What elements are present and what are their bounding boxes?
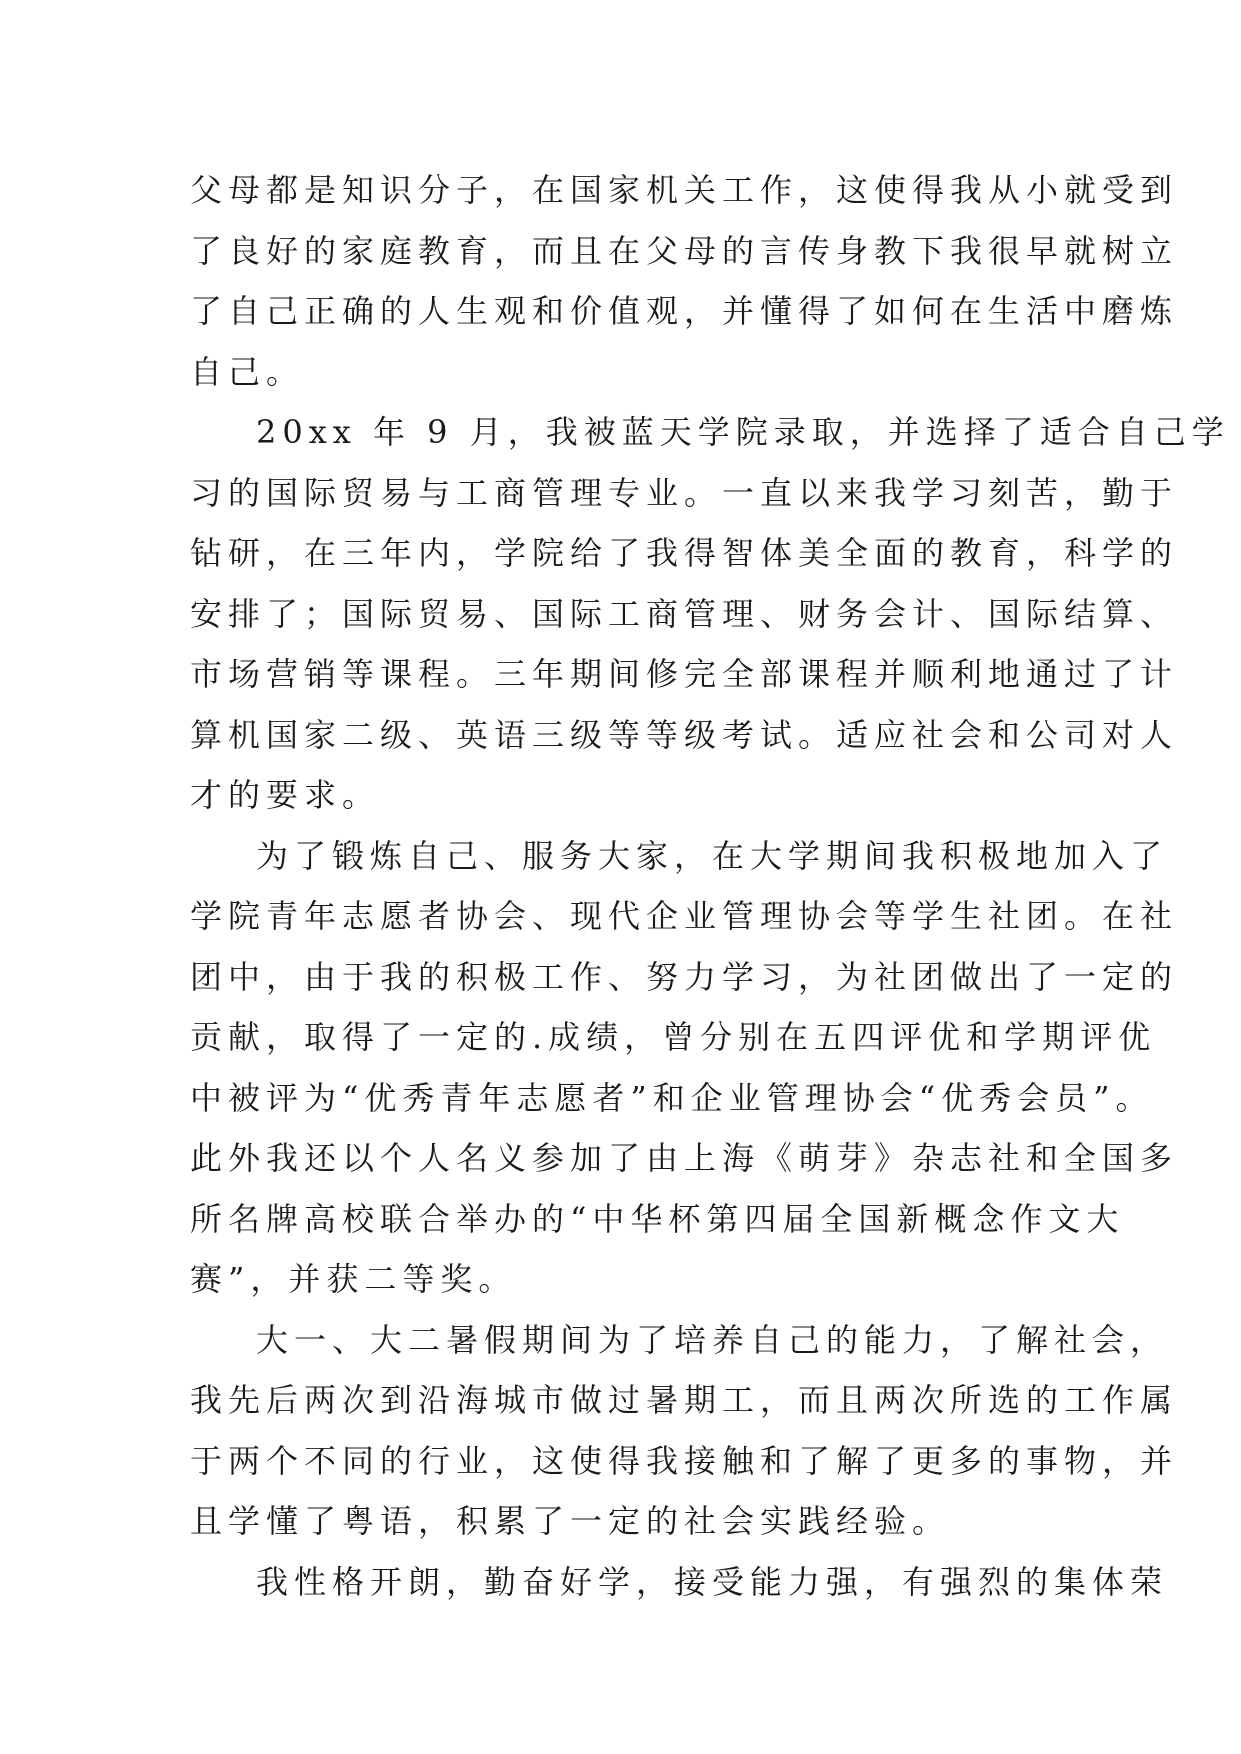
text-line: 自己。 [190,352,305,391]
text-line: 我先后两次到沿海城市做过暑期工，而且两次所选的工作属 [190,1381,1179,1419]
text-line: 才的要求。 [190,776,381,814]
document-body [190,160,1230,1612]
paragraph-start-line: 20xx 年 9 月，我被蓝天学院录取，并选择了适合自己学 [256,413,1230,451]
text-line: 所名牌高校联合举办的“中华杯第四届全国新概念作文大 [190,1199,1125,1238]
text-line: 了良好的家庭教育，而且在父母的言传身教下我很早就树立 [190,231,1179,270]
text-line: 了自己正确的人生观和价值观，并懂得了如何在生活中磨炼 [190,292,1179,330]
text-line: 学院青年志愿者协会、现代企业管理协会等学生社团。在社 [190,897,1179,935]
text-line: 于两个不同的行业，这使得我接触和了解了更多的事物，并 [190,1441,1179,1480]
paragraph-start-line: 为了锻炼自己、服务大家，在大学期间我积极地加入了 [256,836,1169,875]
text-line: 习的国际贸易与工商管理专业。一直以来我学习刻苦，勤于 [190,473,1179,512]
text-line: 钻研，在三年内，学院给了我得智体美全面的教育，科学的 [190,534,1179,572]
text-line: 市场营销等课程。三年期间修完全部课程并顺利地通过了计 [190,655,1179,693]
text-line: 且学懂了粤语，积累了一定的社会实践经验。 [190,1502,951,1540]
paragraph-start-line: 我性格开朗，勤奋好学，接受能力强，有强烈的集体荣 [256,1562,1169,1601]
text-line: 父母都是知识分子，在国家机关工作，这使得我从小就受到 [190,171,1179,209]
text-line: 算机国家二级、英语三级等等级考试。适应社会和公司对人 [190,715,1179,754]
paragraph-start-line: 大一、大二暑假期间为了培养自己的能力，了解社会， [256,1320,1169,1359]
text-line: 此外我还以个人名义参加了由上海《萌芽》杂志社和全国多 [190,1139,1179,1177]
text-line: 赛”，并获二等奖。 [190,1260,517,1298]
text-line: 团中，由于我的积极工作、努力学习，为社团做出了一定的 [190,957,1179,996]
text-line: 贡献，取得了一定的.成绩，曾分别在五四评优和学期评优 [190,1018,1157,1056]
text-line: 安排了；国际贸易、国际工商管理、财务会计、国际结算、 [190,594,1179,633]
text-line: 中被评为“优秀青年志愿者”和企业管理协会“优秀会员”。 [190,1078,1154,1117]
